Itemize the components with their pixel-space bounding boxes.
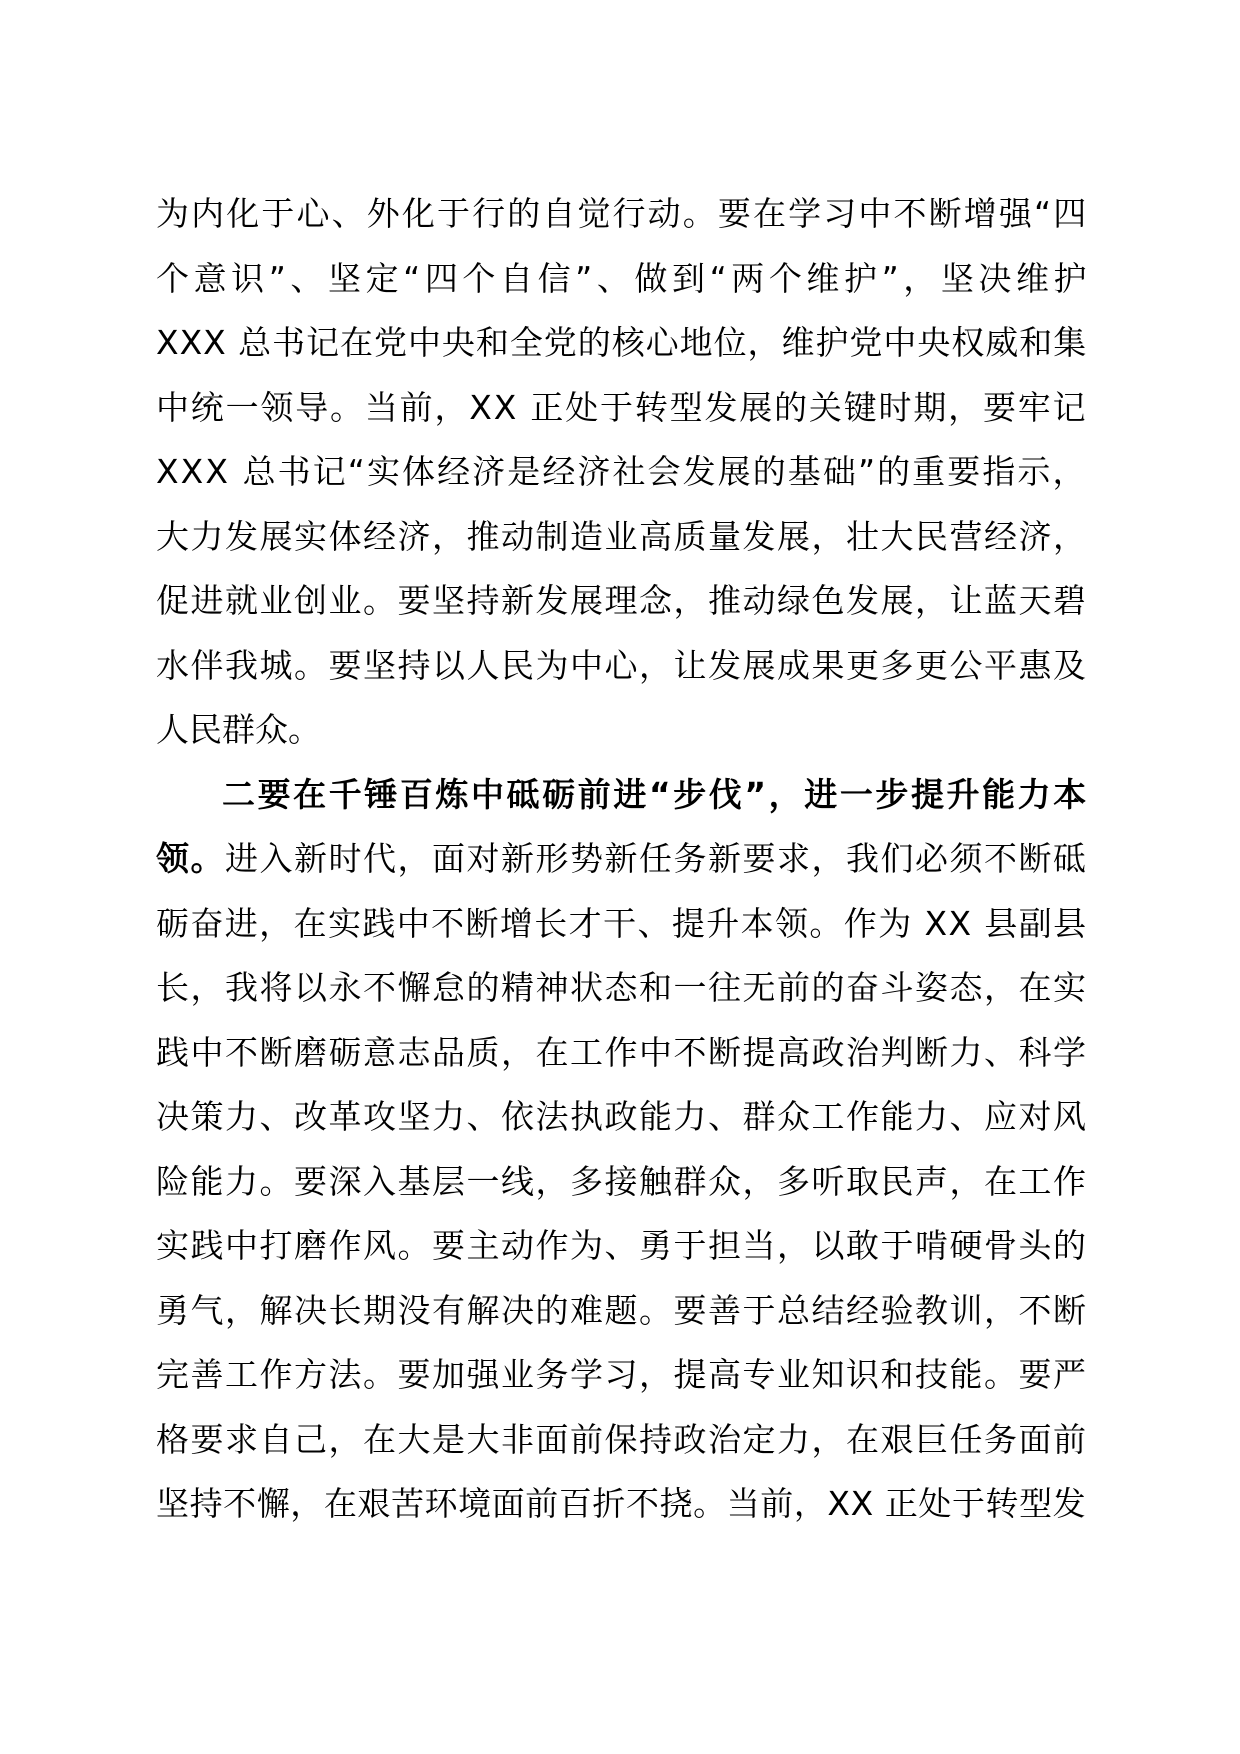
paragraph-line [156, 698, 1086, 763]
paragraph-line [156, 1279, 1086, 1344]
paragraph-line [156, 827, 1086, 892]
paragraph-line [156, 634, 1086, 699]
line-text: 勇气，解决长期没有解决的难题。要善于总结经验教训，不断 [156, 1290, 1088, 1330]
paragraph-line [156, 956, 1086, 1021]
paragraph-line [156, 505, 1086, 570]
line-text: 决策力、改革攻坚力、依法执政能力、群众工作能力、应对风 [156, 1097, 1088, 1136]
paragraph-line [156, 1343, 1086, 1408]
line-text: 格要求自己，在大是大非面前保持政治定力，在艰巨任务面前 [156, 1419, 1088, 1459]
section-heading: 二要在千锤百炼中砥砺前进“步伐”，进一步提升能力本 [222, 774, 1089, 814]
line-text: XXX 总书记“实体经济是经济社会发展的基础”的重要指示， [156, 452, 1088, 491]
line-text: 坚持不懈，在艰苦环境面前百折不挠。当前，XX 正处于转型发 [156, 1484, 1087, 1523]
paragraph-line [156, 569, 1086, 634]
document-body [156, 182, 1092, 1537]
line-text: 水伴我城。要坚持以人民为中心，让发展成果更多更公平惠及 [156, 645, 1088, 685]
line-text: 中统一领导。当前，XX 正处于转型发展的关键时期，要牢记 [156, 387, 1088, 427]
line-text: 砺奋进，在实践中不断增长才干、提升本领。作为 XX 县副县 [156, 903, 1088, 943]
paragraph-line [156, 1408, 1086, 1473]
line-text: 大力发展实体经济，推动制造业高质量发展，壮大民营经济， [156, 516, 1088, 556]
line-text: XXX 总书记在党中央和全党的核心地位，维护党中央权威和集 [156, 323, 1088, 362]
line-text: 人民群众。 [156, 710, 321, 749]
line-text: 促进就业创业。要坚持新发展理念，推动绿色发展，让蓝天碧 [156, 581, 1088, 620]
section-heading-end: 领。 [156, 839, 225, 878]
paragraph-line [156, 311, 1086, 376]
line-text: 实践中打磨作风。要主动作为、勇于担当，以敢于啃硬骨头的 [156, 1226, 1088, 1265]
paragraph-line [156, 376, 1086, 441]
paragraph-line [156, 1085, 1086, 1150]
line-text: 完善工作方法。要加强业务学习，提高专业知识和技能。要严 [156, 1355, 1088, 1394]
paragraph-line [156, 892, 1086, 957]
line-text: 个意识”、坚定“四个自信”、做到“两个维护”，坚决维护 [156, 258, 1092, 298]
paragraph-line [156, 1472, 1086, 1537]
paragraph-line [156, 440, 1086, 505]
line-text: 为内化于心、外化于行的自觉行动。要在学习中不断增强“四 [156, 194, 1089, 233]
paragraph-line [156, 1021, 1086, 1086]
section-heading-line [156, 763, 1089, 828]
paragraph-line [156, 1214, 1086, 1279]
line-text: 践中不断磨砺意志品质，在工作中不断提高政治判断力、科学 [156, 1032, 1088, 1072]
line-text: 长，我将以永不懈怠的精神状态和一往无前的奋斗姿态，在实 [156, 968, 1088, 1007]
paragraph-line [156, 1150, 1086, 1215]
paragraph-line [156, 247, 1092, 312]
line-text: 险能力。要深入基层一线，多接触群众，多听取民声，在工作 [156, 1161, 1088, 1201]
paragraph-line [156, 182, 1089, 247]
line-text: 进入新时代，面对新形势新任务新要求，我们必须不断砥 [225, 839, 1088, 878]
